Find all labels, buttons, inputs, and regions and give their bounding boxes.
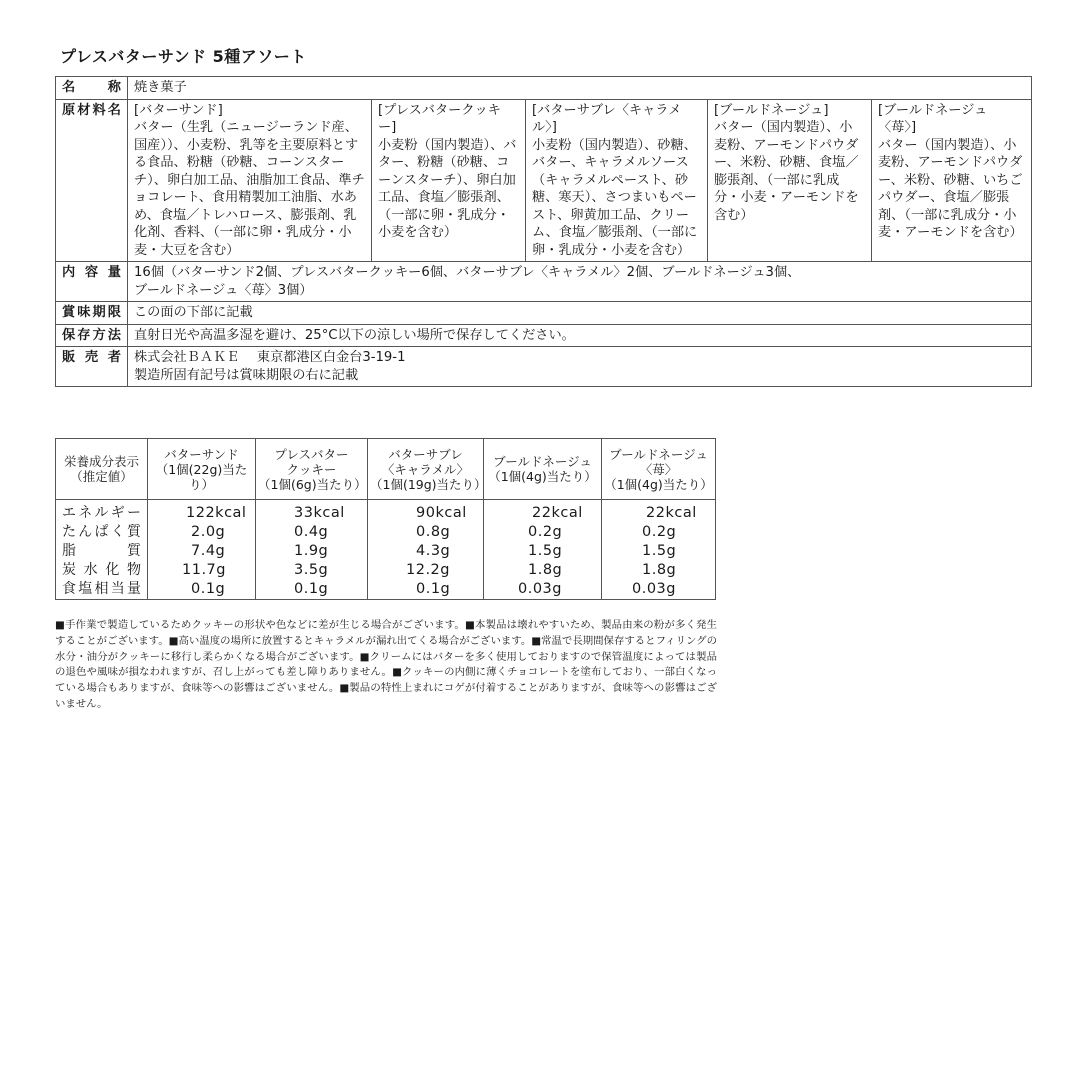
nutrient-value: 90kcal	[368, 504, 484, 523]
nutrient-value: 4.3g	[368, 542, 484, 561]
nutrient-label: エネルギー	[56, 504, 148, 523]
col-header-line: （1個(4g)当たり）	[488, 469, 597, 484]
nutrient-value: 1.5g	[602, 542, 716, 561]
spec-value-storage: 直射日光や高温多湿を避け、25°C以下の涼しい場所で保存してください。	[128, 324, 1032, 347]
nutrient-value: 0.2g	[602, 523, 716, 542]
ingredient-cell	[526, 99, 708, 262]
nutrition-row	[56, 504, 716, 523]
col-header-line: バターサブレ	[388, 446, 463, 462]
col-header-line: ブールドネージュ	[493, 454, 592, 469]
nutrient-label: 脂質	[56, 542, 148, 561]
col-header-line: （1個(6g)当たり）	[258, 476, 367, 492]
nutrient-value: 0.03g	[484, 580, 602, 600]
nutrition-table	[55, 438, 716, 600]
ingredient-text: バター（国内製造）、小麦粉、アーモンドパウダー、米粉、砂糖、食塩／膨張剤、（一部に乳成分・小麦・アーモンドを含む）	[714, 120, 859, 223]
col-header-line: （1個(19g)当たり）	[370, 476, 487, 492]
nutrition-header-label-line: 栄養成分表示	[63, 454, 139, 469]
nutrient-label: 食塩相当量	[56, 580, 148, 600]
seller-line: 製造所固有記号は賞味期限の右に記載	[134, 367, 359, 383]
caution-notes: ■手作業で製造しているためクッキーの形状や色などに差が生じる場合がございます。■本製品は壊れやすいため、製品由来の粉が多く発生することがございます。■高い温度の場所に放置するとキャラメルが漏れ出てくる場合がございます。■常温で長期間保存するとフィリングの水分・油分がクッキーに移行し柔らかくなる場合がございます。■クリームにはバターを多く使用しておりますので保管温度によっては製品の退色や風味が損なわれますが、召し上がっても差し障りありません。■クッキーの内側に薄くチョコレートを塗布しており、一部白くなっている場合もありますが、食味等への影響はございません。■製品の特性上まれにコゲが付着することがありますが、食味等への影響はございません。	[55, 619, 717, 710]
nutrition-col-header	[484, 439, 602, 500]
ingredient-cell	[872, 99, 1032, 262]
nutrition-col-header	[148, 439, 256, 500]
nutrition-header-row	[56, 439, 716, 500]
spec-label-expiry: 賞味期限	[56, 302, 128, 325]
spec-value-name: 焼き菓子	[128, 77, 1032, 100]
nutrient-label: 炭水化物	[56, 561, 148, 580]
spec-label-seller: 販 売 者	[56, 347, 128, 387]
nutrition-col-header	[256, 439, 368, 500]
nutrient-value: 1.9g	[256, 542, 368, 561]
col-header-line: （1個(4g)当たり）	[604, 476, 713, 492]
nutrition-col-header	[602, 439, 716, 500]
spec-label-ingredients: 原材料名	[56, 99, 128, 262]
spec-row-expiry	[56, 302, 1032, 325]
nutrient-value: 0.1g	[368, 580, 484, 600]
contents-line: ブールドネージュ〈苺〉3個）	[134, 282, 313, 298]
nutrient-value: 0.1g	[256, 580, 368, 600]
nutrient-value: 0.03g	[602, 580, 716, 600]
ingredient-heading: [バターサンド]	[134, 102, 223, 118]
col-header-line: プレスバター	[274, 446, 349, 462]
product-title: プレスバターサンド 5種アソート	[60, 47, 307, 66]
spec-row-storage	[56, 324, 1032, 347]
spec-row-seller	[56, 347, 1032, 387]
nutrition-col-header	[368, 439, 487, 500]
nutrient-value: 22kcal	[484, 504, 602, 523]
nutrient-value: 33kcal	[256, 504, 368, 523]
nutrition-header-label	[56, 439, 148, 500]
col-header-line: 〈キャラメル〉	[381, 461, 470, 477]
col-header-line: クッキー	[286, 461, 337, 477]
nutrient-value: 1.5g	[484, 542, 602, 561]
spec-label-contents: 内 容 量	[56, 262, 128, 302]
spec-value-expiry: この面の下部に記載	[128, 302, 1032, 325]
ingredient-cell	[708, 99, 872, 262]
nutrition-row	[56, 561, 716, 580]
ingredient-text: バター（生乳（ニュージーランド産、国産））、小麦粉、乳等を主要原料とする食品、粉糖（砂糖、コーンスターチ）、卵白加工品、油脂加工食品、準チョコレート、食用精製加工油脂、水あめ、食塩／トレハロース、膨張剤、乳化剤、香料、（一部に卵・乳成分・小麦・大豆を含む）	[134, 120, 365, 258]
col-header-line: 〈苺〉	[639, 461, 678, 477]
nutrient-value: 0.1g	[148, 580, 256, 600]
ingredient-heading: [バターサブレ〈キャラメル〉]	[532, 102, 682, 135]
product-spec-table	[55, 76, 1032, 387]
ingredient-text: 小麦粉（国内製造）、バター、粉糖（砂糖、コーンスターチ）、卵白加工品、食塩／膨張剤、（一部に卵・乳成分・小麦を含む）	[378, 137, 517, 240]
nutrition-row	[56, 523, 716, 542]
nutrient-value: 122kcal	[148, 504, 256, 523]
col-header-line: ブールドネージュ	[609, 446, 708, 462]
col-header-line: バターサンド	[164, 446, 239, 462]
spec-row-name	[56, 77, 1032, 100]
nutrient-value: 2.0g	[148, 523, 256, 542]
nutrient-value: 12.2g	[368, 561, 484, 580]
ingredient-heading: [ブールドネージュ]	[714, 102, 829, 118]
spec-row-contents	[56, 262, 1032, 302]
col-header-line: （1個(22g)当たり）	[155, 461, 248, 492]
nutrient-value: 7.4g	[148, 542, 256, 561]
nutrient-value: 1.8g	[602, 561, 716, 580]
ingredient-cell	[372, 99, 526, 262]
nutrient-value: 11.7g	[148, 561, 256, 580]
ingredient-text: 小麦粉（国内製造）、砂糖、バター、キャラメルソース（キャラメルペースト、砂糖、寒天）、さつまいもペースト、卵黄加工品、クリーム、食塩／膨張剤、（一部に卵・乳成分・小麦を含む）	[532, 137, 698, 258]
nutrient-value: 0.8g	[368, 523, 484, 542]
spec-row-ingredients	[56, 99, 1032, 262]
spec-label-storage: 保存方法	[56, 324, 128, 347]
nutrient-label: たんぱく質	[56, 523, 148, 542]
nutrition-row	[56, 580, 716, 600]
ingredient-heading: [プレスバタークッキー]	[378, 102, 501, 135]
nutrient-value: 0.4g	[256, 523, 368, 542]
seller-line: 株式会社ＢＡＫＥ 東京都港区白金台3-19-1	[134, 350, 406, 365]
contents-line: 16個（バターサンド2個、プレスバタークッキー6個、バターサブレ〈キャラメル〉2個、ブールドネージュ3個、	[134, 265, 801, 280]
nutrient-value: 3.5g	[256, 561, 368, 580]
spec-value-contents	[128, 262, 1032, 302]
ingredient-heading: [ブールドネージュ〈苺〉]	[878, 102, 988, 135]
ingredient-cell	[128, 99, 372, 262]
spec-value-seller	[128, 347, 1032, 387]
nutrient-value: 0.2g	[484, 523, 602, 542]
nutrient-value: 22kcal	[602, 504, 716, 523]
nutrition-header-label-line: （推定値）	[70, 469, 133, 484]
ingredient-text: バター（国内製造）、小麦粉、アーモンドパウダー、米粉、砂糖、いちごパウダー、食塩／膨張剤、（一部に乳成分・小麦・アーモンドを含む）	[878, 137, 1023, 240]
spec-label-name: 名 称	[56, 77, 128, 100]
nutrient-value: 1.8g	[484, 561, 602, 580]
nutrition-row	[56, 542, 716, 561]
